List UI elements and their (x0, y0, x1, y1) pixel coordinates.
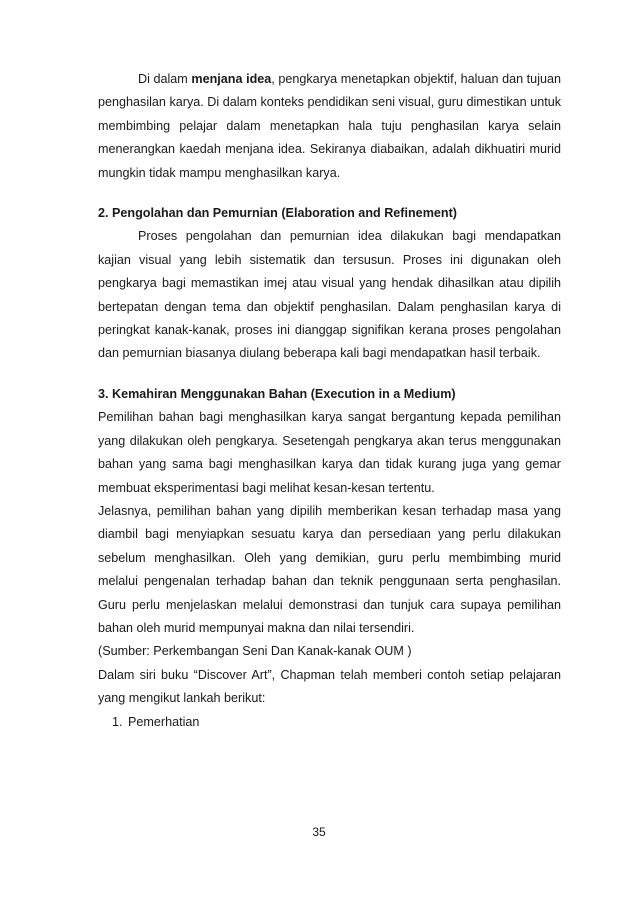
list-item: 1. Pemerhatian (112, 714, 200, 729)
section-3-paragraph-2: Jelasnya, pemilihan bahan yang dipilih memberikan kesan terhadap masa yang diambil bagi menyiapkan sesuatu karya dan persediaan yang perlu dilakukan sebelum menghasilkan. Oleh yang demikian, guru perlu membimbing murid melalui pengenalan terhadap bahan dan teknik penggunaan serta penghasilan. Guru perlu menjelaskan melalui demonstrasi dan tunjuk cara supaya pemilihan bahan oleh murid mempunyai makna dan nilai tersendiri. (98, 503, 561, 635)
steps-list (98, 711, 561, 734)
source-citation: (Sumber: Perkembangan Seni Dan Kanak-kanak OUM ) (98, 644, 412, 659)
section-3-paragraph-3: Dalam siri buku “Discover Art”, Chapman telah memberi contoh setiap pelajaran yang mengikut lankah berikut: (98, 667, 561, 706)
section-2-paragraph: Proses pengolahan dan pemurnian idea dilakukan bagi mendapatkan kajian visual yang lebih sistematik dan tersusun. Proses ini digunakan oleh pengkarya bagi memastikan imej atau visual yang hendak dihasilkan atau dipilih bertepatan dengan tema dan objektif penghasilan. Dalam penghasilan karya di peringkat kanak-kanak, proses ini dianggap signifikan kerana proses pengolahan dan pemurnian biasanya diulang beberapa kali bagi mendapatkan hasil terbaik. (98, 229, 561, 361)
intro-paragraph: Di dalam menjana idea, pengkarya menetapkan objektif, haluan dan tujuan penghasilan karya. Di dalam konteks pendidikan seni visual, guru dimestikan untuk membimbing pelajar dalam menetapkan hala tuju penghasilan karya selain menerangkan kaedah menjana idea. Sekiranya diabaikan, adalah dikhuatiri murid mungkin tidak mampu menghasilkan karya. (98, 72, 561, 180)
section-2-heading: 2. Pengolahan dan Pemurnian (Elaboration and Refinement) (98, 206, 457, 221)
intro-bold-term: menjana idea (191, 72, 272, 86)
section-3-paragraph-1: Pemilihan bahan bagi menghasilkan karya sangat bergantung kepada pemilihan yang dilakukan oleh pengkarya. Sesetengah pengkarya akan terus menggunakan bahan yang sama bagi menghasilkan karya dan tidak kurang juga yang gemar membuat eksperimentasi bagi melihat kesan-kesan tertentu. (98, 410, 561, 495)
section-3-heading: 3. Kemahiran Menggunakan Bahan (Execution in a Medium) (98, 386, 456, 401)
page-number: 35 (312, 825, 326, 839)
document-page (98, 68, 561, 734)
